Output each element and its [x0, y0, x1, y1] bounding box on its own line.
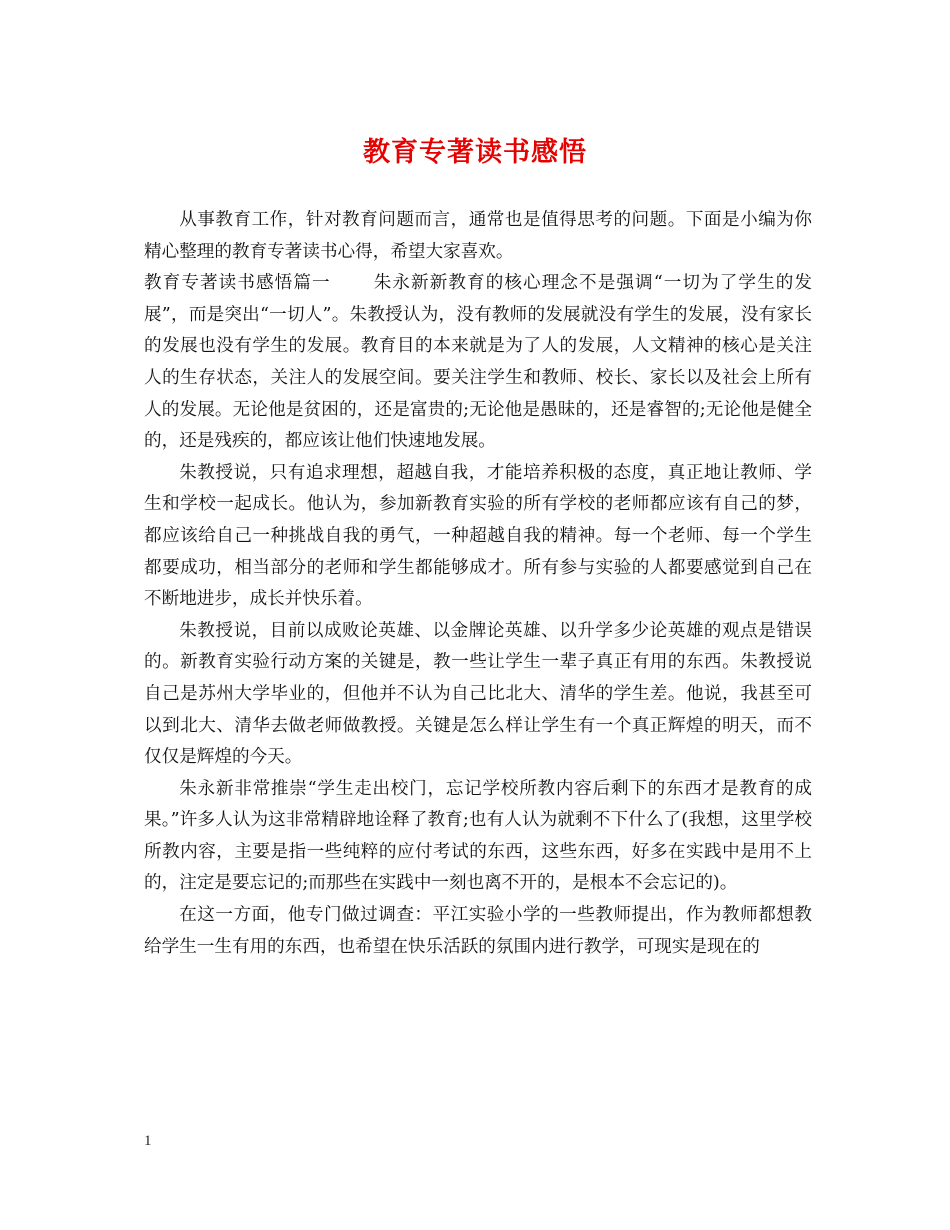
body-paragraph-1: 朱教授说，只有追求理想，超越自我，才能培养积极的态度，真正地让教师、学生和学校一起成长。他认为，参加新教育实验的所有学校的老师都应该有自己的梦，都应该给自己一种挑战自我的勇气，一种超越自我的精神。每一个老师、每一个学生都要成功，相当部分的老师和学生都能够成才。所有参与实验的人都要感觉到自己在不断地进步，成长并快乐着。: [144, 462, 812, 610]
body-paragraph-3: 朱永新非常推崇“学生走出校门，忘记学校所教内容后剩下的东西才是教育的成果。”许多人认为这非常精辟地诠释了教育;也有人认为就剩不下什么了(我想，这里学校所教内容，主要是指一些纯粹的应付考试的东西，这些东西，好多在实践中是用不上的，注定是要忘记的;而那些在实践中一刻也离不开的，是根本不会忘记的)。: [144, 778, 812, 894]
document-body: [144, 205, 812, 963]
intro-paragraph: 从事教育工作，针对教育问题而言，通常也是值得思考的问题。下面是小编为你精心整理的教育专著读书心得，希望大家喜欢。: [144, 210, 812, 262]
document-title: 教育专著读书感悟: [363, 137, 587, 168]
section-lead-text: 朱永新新教育的核心理念不是强调“一切为了学生的发展”，而是突出“一切人”。朱教授认为，没有教师的发展就没有学生的发展，没有家长的发展也没有学生的发展。教育目的本来就是为了人的发展，人文精神的核心是关注人的生存状态，关注人的发展空间。要关注学生和教师、校长、家长以及社会上所有人的发展。无论他是贫困的，还是富贵的;无论他是愚昧的，还是睿智的;无论他是健全的，还是残疾的，都应该让他们快速地发展。: [144, 273, 812, 452]
page-number: 1: [144, 1133, 152, 1149]
section-heading: 教育专著读书感悟篇一: [144, 273, 331, 294]
body-paragraph-4: 在这一方面，他专门做过调查：平江实验小学的一些教师提出，作为教师都想教给学生一生有用的东西，也希望在快乐活跃的氛围内进行教学，可现实是现在的: [144, 905, 812, 957]
section-paragraph: [144, 268, 812, 458]
body-paragraph-2: 朱教授说，目前以成败论英雄、以金牌论英雄、以升学多少论英雄的观点是错误的。新教育实验行动方案的关键是，教一些让学生一辈子真正有用的东西。朱教授说自己是苏州大学毕业的，但他并不认为自己比北大、清华的学生差。他说，我甚至可以到北大、清华去做老师做教授。关键是怎么样让学生有一个真正辉煌的明天，而不仅仅是辉煌的今天。: [144, 620, 812, 768]
